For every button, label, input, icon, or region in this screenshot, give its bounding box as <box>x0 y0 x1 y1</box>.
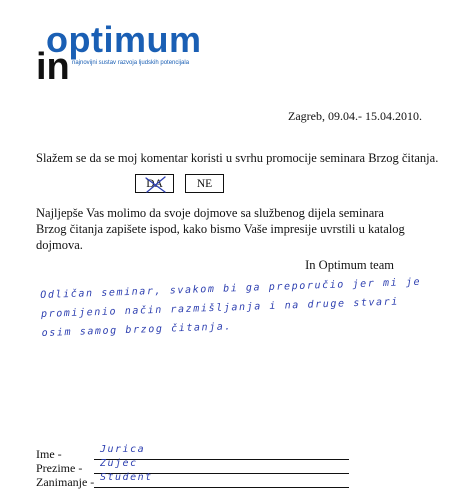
occupation-underline <box>94 487 349 488</box>
yes-checkbox[interactable] <box>135 174 174 193</box>
date-range: Zagreb, 09.04.- 15.04.2010. <box>288 109 422 123</box>
name-value: Jurica <box>100 444 146 455</box>
logo-prefix-text: in <box>36 46 70 88</box>
occupation-value: Student <box>100 472 153 483</box>
logo-tagline: najnovijni sustav razvoja ljudskih potencijala <box>72 60 190 66</box>
name-field[interactable] <box>36 444 146 461</box>
cross-mark-icon <box>136 175 175 194</box>
consent-statement: Slažem se da se moj komentar koristi u svrhu promocije seminara Brzog čitanja. <box>36 151 439 165</box>
occupation-label: Zanimanje - <box>36 475 95 489</box>
no-checkbox[interactable] <box>185 174 224 193</box>
request-paragraph: Najljepše Vas molimo da svoje dojmove sa službenog dijela seminara Brzog čitanja zapišete ispod, kako bismo Vaše impresije uvrstili u katalog dojmova. <box>36 206 405 252</box>
team-signature: In Optimum team <box>305 258 394 272</box>
comment-line: Odličan seminar, svakom bi ga preporučio jer mi je <box>40 276 422 301</box>
comment-line: promijenio način razmišljanja i na druge stvari <box>40 296 400 320</box>
occupation-field[interactable] <box>36 472 153 489</box>
optimum-logo <box>36 19 226 88</box>
yes-label: DA <box>146 178 163 190</box>
surname-label: Prezime - <box>36 461 83 475</box>
no-label: NE <box>196 178 213 190</box>
handwritten-comment <box>40 273 422 343</box>
surname-field[interactable] <box>36 458 138 475</box>
surname-value: Zujec <box>100 458 138 469</box>
comment-line: osim samog brzog čitanja. <box>41 321 233 339</box>
name-label: Ime - <box>36 447 62 461</box>
logo-brand-text: optimum <box>46 19 202 60</box>
